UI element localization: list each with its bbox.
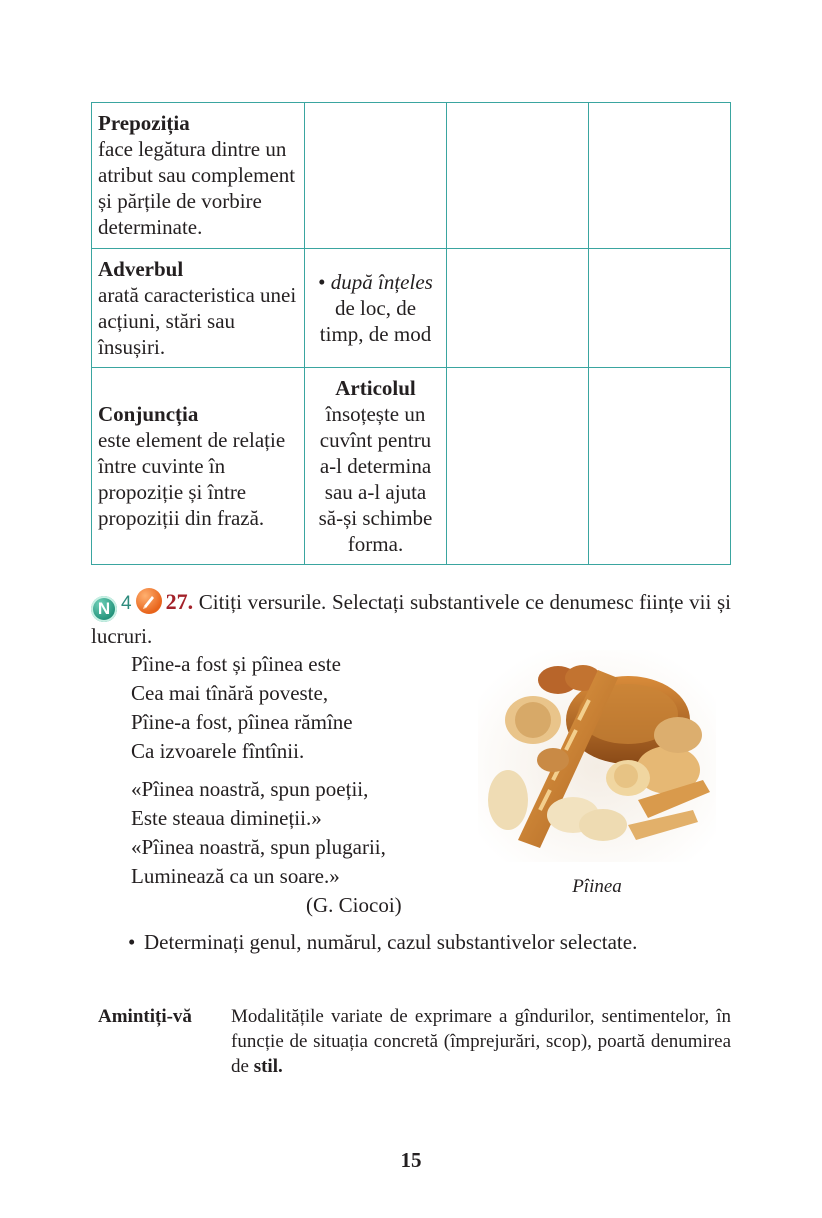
term-description: însoțește un cuvînt pentru a-l determina sau a-l ajuta să-și schimbe forma. [318,402,433,556]
poem-line: Este steaua dimineții.» [131,806,322,830]
exercise-header [91,588,731,650]
bullet-mark: • [318,270,331,294]
term-title: Conjuncția [98,402,199,426]
poem-stanza [131,775,402,920]
table-cell [447,368,589,565]
task-item [128,928,731,957]
remember-box [98,1004,731,1079]
bread-illustration [478,650,716,862]
poem-line: Ca izvoarele fîntînii. [131,739,305,763]
poem-line: «Pîinea noastră, spun plugarii, [131,835,386,859]
term-description: arată caracteristica unei acțiuni, stări sau însușiri. [98,283,297,359]
poem-line: Pîine-a fost și pîinea este [131,652,341,676]
poem-stanza [131,650,402,766]
classification-values: de loc, de timp, de mod [319,296,432,346]
table-cell [92,103,305,249]
remember-term: stil. [253,1056,283,1077]
pencil-icon [136,588,162,614]
table-row [92,249,731,368]
table-cell [305,368,447,565]
term-title: Adverbul [98,257,184,281]
poem-author: (G. Ciocoi) [306,893,402,917]
grammar-table [91,102,731,565]
term-description: face legătura dintre un atribut sau complement și părțile de vorbire determinate. [98,137,296,239]
poem [131,650,402,920]
table-cell [589,249,731,368]
table-cell [447,103,589,249]
exercise-number: 27. [165,589,194,614]
term-title: Prepoziția [98,111,190,135]
task-text: Determinați genul, numărul, cazul substantivelor selectate. [144,930,638,954]
table-cell [589,368,731,565]
table-cell [589,103,731,249]
bullet-mark: • [128,930,136,954]
poem-line: Cea mai tînără poveste, [131,681,329,705]
term-title: Articolul [335,376,416,400]
table-row [92,103,731,249]
page-number: 15 [400,1148,422,1172]
table-cell [92,249,305,368]
table-cell [92,368,305,565]
table-cell [447,249,589,368]
poem-line: «Pîinea noastră, spun poeții, [131,777,369,801]
exercise-level: 4 [121,593,132,614]
table-cell [305,249,447,368]
table-row [92,368,731,565]
classification-label: după înțeles [330,270,433,294]
table-cell [305,103,447,249]
remember-label: Amintiți-vă [98,1006,192,1027]
remember-text [231,1004,731,1079]
n-badge-icon: N [91,596,117,622]
exercise-instruction: Citiți versurile. Selectați substantivele ce denumesc ființe vii și lucruri. [91,590,732,648]
image-caption: Pîinea [572,876,622,897]
poem-line: Pîine-a fost, pîinea rămîne [131,710,353,734]
term-description: este element de relație între cuvinte în propoziție și între propoziții din frază. [98,428,286,530]
poem-line: Luminează ca un soare.» [131,864,340,888]
remember-body: Modalitățile variate de exprimare a gîndurilor, sentimentelor, în funcție de situația concretă (împrejurări, scop), poartă denumirea de [231,1006,731,1077]
